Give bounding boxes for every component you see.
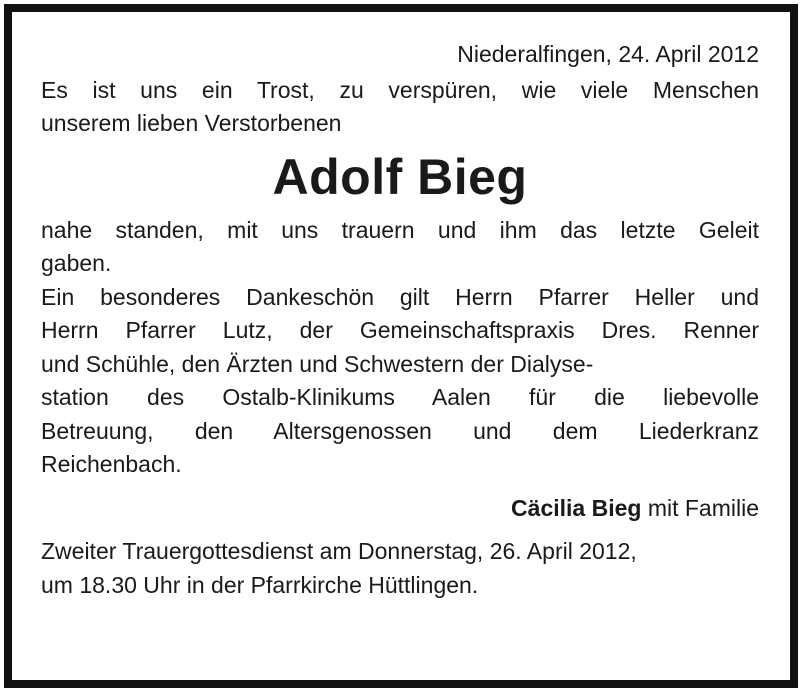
body-line: Ein besonderes Dankeschön gilt Herrn Pfarrer Heller und	[41, 283, 759, 310]
intro-line: Es ist uns ein Trost, zu verspüren, wie viele Menschen	[41, 76, 759, 103]
body-text	[41, 214, 759, 482]
body-line: gaben.	[41, 250, 112, 276]
signature	[41, 492, 759, 526]
deceased-name: Adolf Bieg	[272, 148, 528, 205]
notice-content	[41, 38, 759, 602]
notice-frame	[4, 4, 798, 688]
signature-suffix: mit Familie	[641, 494, 759, 521]
body-line: nahe standen, mit uns trauern und ihm das letzte Geleit	[41, 216, 759, 243]
body-line: Betreuung, den Altersgenossen und dem Liederkranz	[41, 417, 759, 444]
service-line: Zweiter Trauergottesdienst am Donnerstag, 26. April 2012,	[41, 538, 637, 564]
body-line: Herrn Pfarrer Lutz, der Gemeinschaftspraxis Dres. Renner	[41, 317, 759, 343]
body-line: station des Ostalb-Klinikums Aalen für die liebevolle	[41, 384, 759, 410]
date-line: Niederalfingen, 24. April 2012	[457, 41, 759, 67]
intro-text	[41, 74, 759, 141]
body-line: Reichenbach.	[41, 451, 182, 477]
signature-name: Cäcilia Bieg	[511, 494, 642, 521]
intro-line: unserem lieben Verstorbenen	[41, 110, 342, 136]
service-info	[41, 535, 759, 602]
service-line: um 18.30 Uhr in der Pfarrkirche Hüttlingen.	[41, 571, 479, 598]
body-line: und Schühle, den Ärzten und Schwestern der Dialyse-	[41, 350, 594, 377]
